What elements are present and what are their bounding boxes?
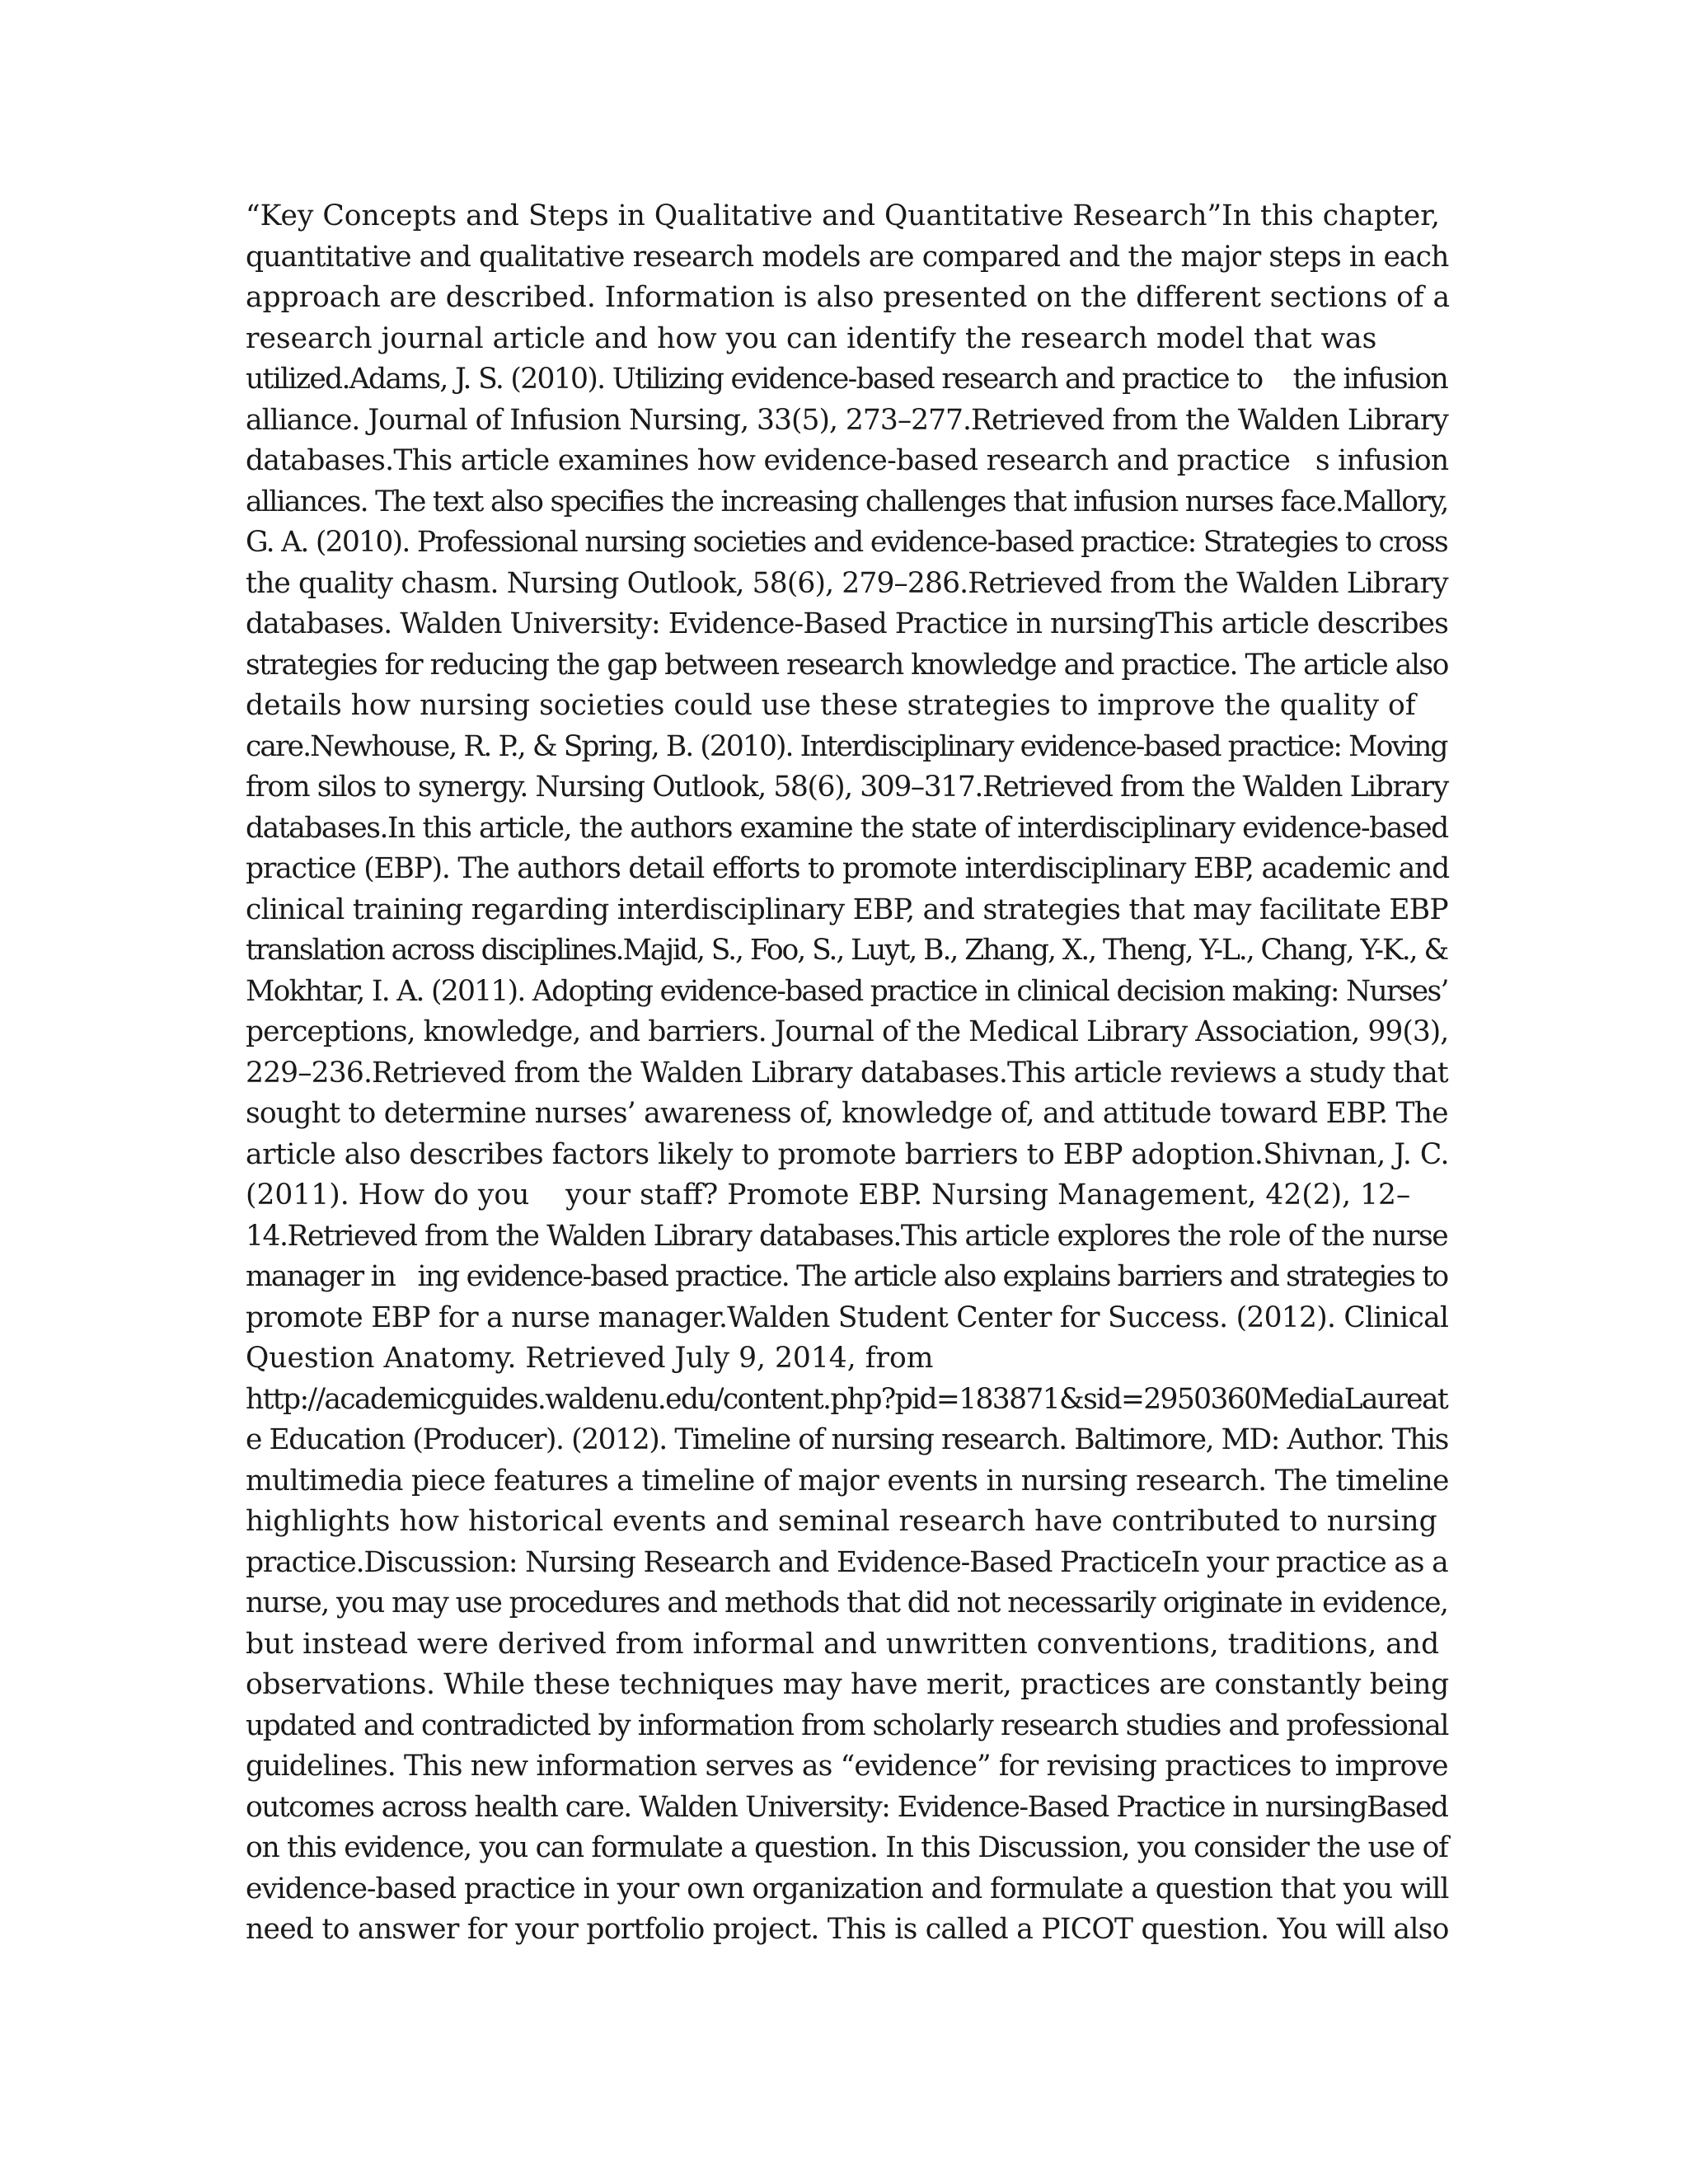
text-line: on this evidence, you can formulate a question. In this Discussion, you consider the use of: [246, 1831, 1448, 1864]
text-line: strategies for reducing the gap between research knowledge and practice. The article also: [246, 648, 1448, 682]
text-line: quantitative and qualitative research models are compared and the major steps in each: [246, 240, 1449, 274]
text-line: 14.Retrieved from the Walden Library databases.This article explores the role of the nurse: [246, 1219, 1448, 1253]
text-line: utilized.Adams, J. S. (2010). Utilizing evidence-based research and practice to the infusion: [246, 363, 1448, 396]
reference-url-line: http://academicguides.waldenu.edu/content.php?pid=183871&sid=2950360MediaLaureat: [246, 1382, 1448, 1416]
text-line: e Education (Producer). (2012). Timeline of nursing research. Baltimore, MD: Author. This: [246, 1423, 1448, 1456]
text-line: guidelines. This new information serves as “evidence” for revising practices to improve: [246, 1750, 1448, 1783]
text-line: databases.In this article, the authors examine the state of interdisciplinary evidence-based: [246, 811, 1448, 845]
text-line: updated and contradicted by information from scholarly research studies and professional: [246, 1708, 1448, 1742]
text-line: “Key Concepts and Steps in Qualitative and Quantitative Research”In this chapter,: [246, 199, 1440, 232]
text-line: the quality chasm. Nursing Outlook, 58(6), 279–286.Retrieved from the Walden Library: [246, 566, 1448, 600]
text-line: details how nursing societies could use these strategies to improve the quality of: [246, 689, 1416, 722]
text-line: 229–236.Retrieved from the Walden Library databases.This article reviews a study that: [246, 1056, 1448, 1090]
text-line: G. A. (2010). Professional nursing societies and evidence-based practice: Strategies to cross: [246, 526, 1447, 559]
text-line: sought to determine nurses’ awareness of, knowledge of, and attitude toward EBP. The: [246, 1097, 1448, 1130]
text-line: approach are described. Information is also presented on the different sections of a: [246, 281, 1451, 314]
text-line: manager in ing evidence-based practice. The article also explains barriers and strategies to: [246, 1260, 1448, 1293]
text-line: (2011). How do you your staff? Promote EBP. Nursing Management, 42(2), 12–: [246, 1179, 1411, 1212]
text-line: alliance. Journal of Infusion Nursing, 33(5), 273–277.Retrieved from the Walden Library: [246, 403, 1448, 437]
document-body-text: [246, 196, 1449, 1951]
text-line: Mokhtar, I. A. (2011). Adopting evidence-based practice in clinical decision making: Nurses’: [246, 974, 1448, 1008]
text-line: clinical training regarding interdisciplinary EBP, and strategies that may facilitate EBP: [246, 893, 1448, 926]
text-line: highlights how historical events and seminal research have contributed to nursing: [246, 1505, 1437, 1538]
text-line: article also describes factors likely to promote barriers to EBP adoption.Shivnan, J. C.: [246, 1137, 1449, 1171]
text-line: care.Newhouse, R. P., & Spring, B. (2010). Interdisciplinary evidence-based practice: Moving: [246, 729, 1447, 763]
text-line: observations. While these techniques may have merit, practices are constantly being: [246, 1668, 1449, 1701]
text-line: from silos to synergy. Nursing Outlook, 58(6), 309–317.Retrieved from the Walden Library: [246, 771, 1448, 804]
text-line: outcomes across health care. Walden University: Evidence-Based Practice in nursingBased: [246, 1790, 1448, 1824]
text-line: perceptions, knowledge, and barriers. Journal of the Medical Library Association, 99(3),: [246, 1015, 1449, 1048]
text-line: nurse, you may use procedures and methods that did not necessarily originate in evidence,: [246, 1586, 1448, 1619]
text-line: databases. Walden University: Evidence-Based Practice in nursingThis article describes: [246, 607, 1448, 640]
text-line: practice (EBP). The authors detail efforts to promote interdisciplinary EBP, academic and: [246, 852, 1449, 885]
text-line: translation across disciplines.Majid, S., Foo, S., Luyt, B., Zhang, X., Theng, Y-L., Chang, Y-K., &: [246, 934, 1448, 967]
text-line: alliances. The text also specifies the increasing challenges that infusion nurses face.Mallory,: [246, 485, 1448, 518]
text-line: promote EBP for a nurse manager.Walden Student Center for Success. (2012). Clinical: [246, 1301, 1449, 1334]
text-line: but instead were derived from informal and unwritten conventions, traditions, and: [246, 1627, 1440, 1661]
text-line: multimedia piece features a timeline of major events in nursing research. The timeline: [246, 1464, 1449, 1497]
text-line: Question Anatomy. Retrieved July 9, 2014, from: [246, 1342, 934, 1375]
text-line: practice.Discussion: Nursing Research and Evidence-Based PracticeIn your practice as a: [246, 1545, 1448, 1579]
text-line: databases.This article examines how evidence-based research and practice s infusion: [246, 444, 1449, 477]
text-line: research journal article and how you can identify the research model that was: [246, 321, 1377, 355]
text-line: need to answer for your portfolio project. This is called a PICOT question. You will also: [246, 1913, 1449, 1946]
text-line: evidence-based practice in your own organization and formulate a question that you will: [246, 1872, 1449, 1905]
